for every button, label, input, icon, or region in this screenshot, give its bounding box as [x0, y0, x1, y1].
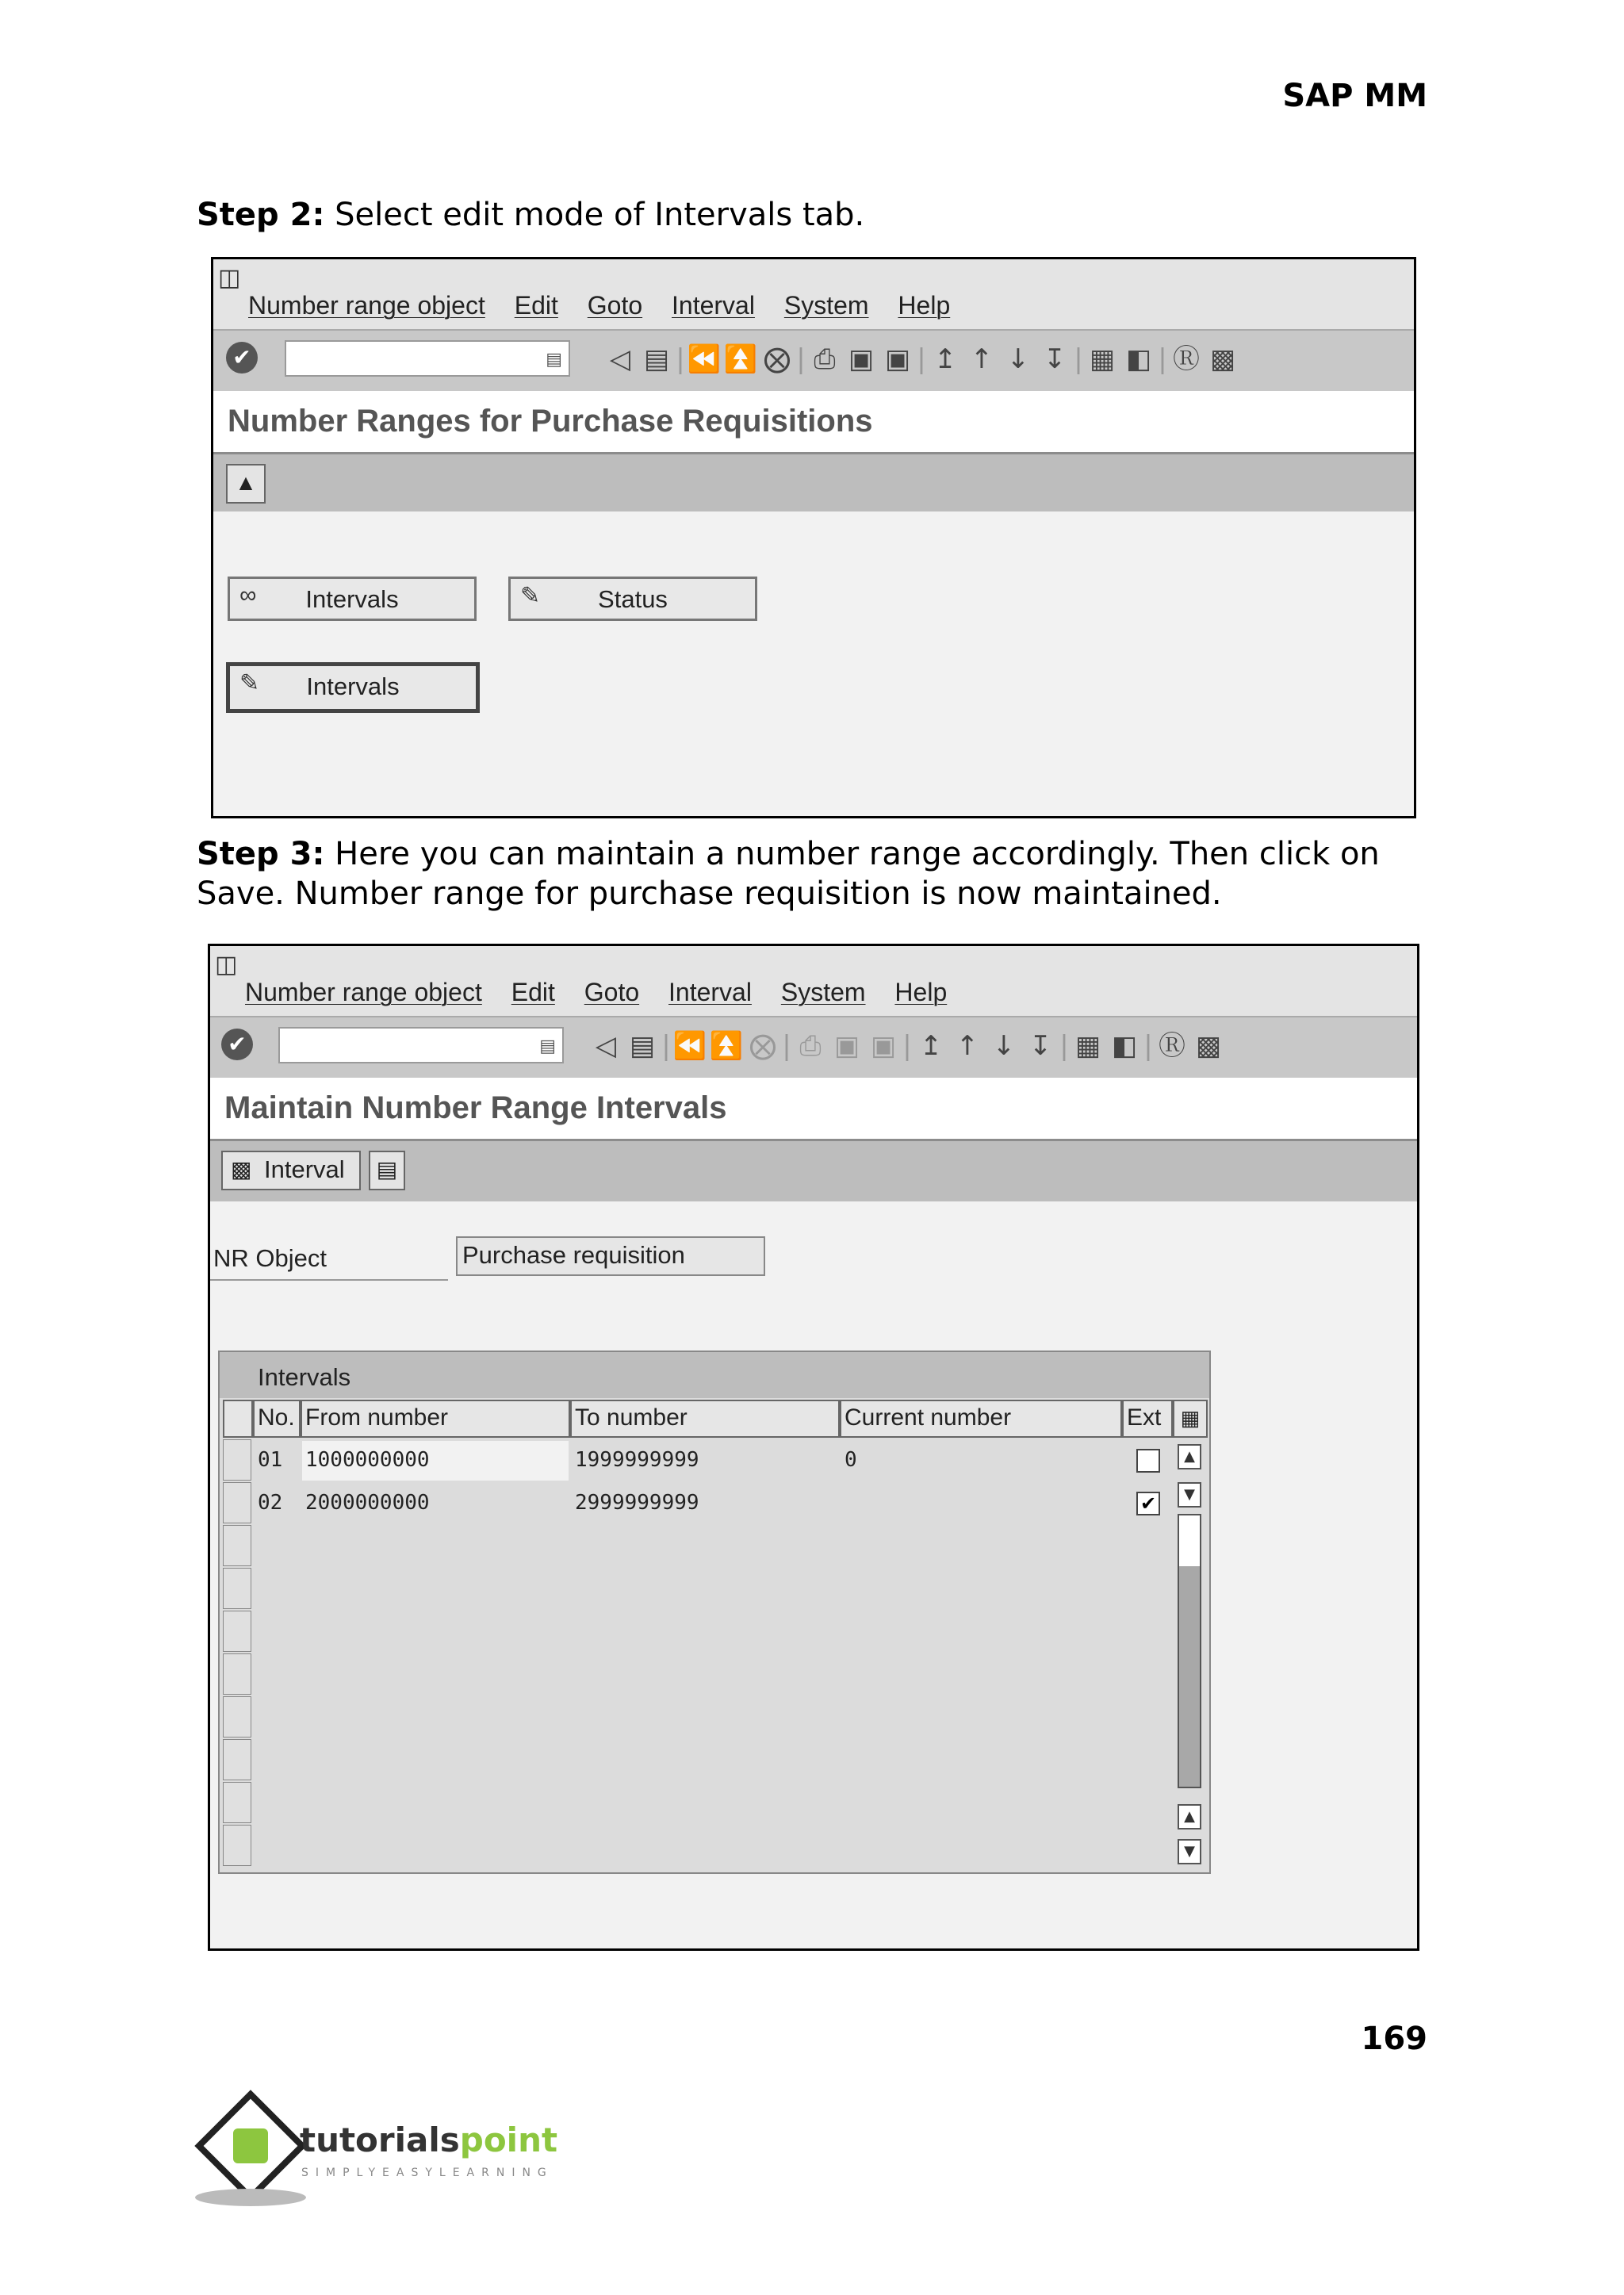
row-selector[interactable] [223, 1696, 251, 1738]
row-selector[interactable] [223, 1739, 251, 1780]
exit-icon[interactable]: ⏫ [723, 343, 758, 375]
scroll-down-icon[interactable]: ▼ [1178, 1839, 1201, 1864]
screen-title: Number Ranges for Purchase Requisitions [228, 404, 873, 439]
command-field[interactable] [278, 1027, 564, 1063]
scroll-up-icon[interactable]: ▲ [1178, 1804, 1201, 1829]
separator: | [917, 343, 926, 375]
menu-edit[interactable]: Edit [511, 978, 555, 1006]
next-page-icon[interactable]: ↓ [1006, 343, 1030, 375]
help-icon[interactable]: Ⓡ [1159, 1030, 1185, 1062]
step-3-text: Here you can maintain a number range accordingly. Then click on Save. Number range for purchase requisition is now maintained. [197, 836, 1380, 912]
previous-page-icon[interactable]: ↑ [956, 1030, 979, 1062]
first-page-icon[interactable]: ↥ [919, 1030, 943, 1062]
step-2-label: Step 2: [197, 197, 325, 233]
save-icon[interactable]: ▤ [643, 343, 670, 375]
cancel-icon[interactable]: ⨂ [764, 343, 791, 375]
scrollbar-thumb[interactable] [1179, 1515, 1200, 1566]
help-icon[interactable]: Ⓡ [1173, 343, 1200, 375]
row-selector[interactable] [223, 1482, 251, 1523]
separator: | [1059, 1030, 1069, 1062]
standard-toolbar [210, 1016, 1417, 1082]
print-icon[interactable]: ⎙ [814, 343, 836, 375]
menu-bar [213, 259, 1414, 329]
menu-interval[interactable]: Interval [672, 291, 755, 320]
screen-title: Maintain Number Range Intervals [224, 1090, 727, 1125]
separator: | [782, 1030, 791, 1062]
logo-shadow [195, 2189, 306, 2206]
intervals-display-label: Intervals [305, 585, 399, 613]
step-3-instruction [197, 834, 1434, 914]
layout-menu-icon[interactable]: ▩ [1209, 343, 1236, 375]
row-1-no: 01 [258, 1448, 283, 1472]
new-session-icon[interactable]: ▦ [1089, 343, 1116, 375]
table-settings-icon[interactable]: ▦ [1173, 1400, 1208, 1438]
menu-system[interactable]: System [780, 978, 866, 1006]
menu-goto[interactable]: Goto [584, 978, 640, 1006]
step-2-text: Select edit mode of Intervals tab. [324, 197, 865, 233]
row-selector[interactable] [223, 1825, 251, 1866]
system-menu-icon[interactable]: ◫ [215, 951, 238, 979]
status-label: Status [598, 585, 668, 613]
row-1-to-number[interactable]: 1999999999 [575, 1448, 699, 1472]
separator: | [676, 343, 685, 375]
step-2-instruction [197, 195, 1434, 235]
nr-object-label: NR Object [213, 1244, 327, 1272]
column-header-to-number[interactable]: To number [570, 1400, 840, 1438]
row-2-to-number[interactable]: 2999999999 [575, 1491, 699, 1515]
last-page-icon[interactable]: ↧ [1043, 343, 1067, 375]
column-header-ext[interactable]: Ext [1122, 1400, 1173, 1438]
exit-icon[interactable]: ⏫ [709, 1030, 744, 1062]
document-header: SAP MM [1282, 78, 1427, 114]
shortcut-icon[interactable]: ◧ [1111, 1030, 1138, 1062]
row-1-ext-checkbox[interactable] [1136, 1449, 1160, 1473]
cancel-icon[interactable]: ⨂ [749, 1030, 776, 1062]
separator: | [796, 343, 806, 375]
nr-object-field: Purchase requisition [456, 1236, 765, 1276]
find-next-icon[interactable]: ▣ [870, 1030, 897, 1062]
command-field[interactable] [285, 340, 570, 377]
sap-window-number-ranges [211, 257, 1416, 818]
row-1-from-number[interactable]: 1000000000 [305, 1448, 430, 1472]
menu-edit[interactable]: Edit [514, 291, 558, 320]
find-icon[interactable]: ▣ [848, 343, 875, 375]
row-selector[interactable] [223, 1439, 251, 1481]
back-icon[interactable]: ⏪ [672, 1030, 707, 1062]
scroll-down-icon[interactable]: ▼ [1178, 1482, 1201, 1508]
print-icon[interactable]: ⎙ [799, 1030, 822, 1062]
menu-number-range-object[interactable]: Number range object [248, 291, 485, 320]
menu-help[interactable]: Help [894, 978, 948, 1006]
separator: | [1143, 1030, 1153, 1062]
pencil-icon: ✎ [239, 670, 260, 696]
row-selector[interactable] [223, 1611, 251, 1652]
menu-interval[interactable]: Interval [668, 978, 752, 1006]
menu-number-range-object[interactable]: Number range object [245, 978, 482, 1006]
intervals-table [218, 1351, 1211, 1874]
row-2-no: 02 [258, 1491, 283, 1515]
column-header-from-number[interactable]: From number [301, 1400, 570, 1438]
command-dropdown-icon[interactable]: ▤ [539, 1036, 556, 1056]
command-dropdown-icon[interactable]: ▤ [546, 350, 562, 370]
interval-button[interactable] [221, 1151, 361, 1190]
column-header-current-number[interactable]: Current number [840, 1400, 1122, 1438]
row-selector[interactable] [223, 1653, 251, 1695]
row-2-from-number[interactable]: 2000000000 [305, 1491, 430, 1515]
separator: | [1158, 343, 1167, 375]
menu-help[interactable]: Help [898, 291, 951, 320]
back-arrow-icon[interactable]: ◁ [609, 343, 631, 375]
page-number: 169 [1361, 2021, 1427, 2057]
separator: | [1074, 343, 1083, 375]
tutorialspoint-logo [195, 2094, 568, 2213]
standard-toolbar [213, 329, 1414, 395]
column-header-no[interactable]: No. [253, 1400, 301, 1438]
back-icon[interactable]: ⏪ [687, 343, 722, 375]
previous-page-icon[interactable]: ↑ [970, 343, 994, 375]
scroll-up-icon[interactable]: ▲ [1178, 1444, 1201, 1469]
table-caption-bar [220, 1352, 1209, 1398]
menu-bar [210, 946, 1417, 1016]
table-caption: Intervals [258, 1363, 351, 1391]
row-selector[interactable] [223, 1525, 251, 1566]
logo-tagline: SIMPLYEASYLEARNING [301, 2167, 553, 2179]
last-page-icon[interactable]: ↧ [1028, 1030, 1052, 1062]
label-underline [210, 1279, 448, 1281]
logo-wordmark: tutorialspoint [300, 2121, 558, 2159]
screen-title-bar [210, 1078, 1417, 1141]
find-next-icon[interactable]: ▣ [884, 343, 911, 375]
row-1-current-number[interactable]: 0 [845, 1448, 857, 1472]
layout-menu-icon[interactable]: ▩ [1195, 1030, 1222, 1062]
glasses-icon: ∞ [239, 582, 257, 608]
new-session-icon[interactable]: ▦ [1074, 1030, 1101, 1062]
application-toolbar [213, 454, 1414, 511]
back-arrow-icon[interactable]: ◁ [595, 1030, 617, 1062]
enter-check-icon[interactable]: ✔ [226, 342, 258, 374]
menu-goto[interactable]: Goto [587, 291, 643, 320]
step-3-label: Step 3: [197, 836, 325, 872]
first-page-icon[interactable]: ↥ [933, 343, 957, 375]
sap-window-maintain-intervals [208, 944, 1419, 1951]
menu-system[interactable]: System [783, 291, 869, 320]
intervals-display-button[interactable] [228, 577, 477, 621]
row-selector[interactable] [223, 1568, 251, 1609]
separator: | [902, 1030, 912, 1062]
delete-interval-icon[interactable]: ▤ [369, 1151, 405, 1190]
intervals-change-button[interactable] [226, 662, 480, 713]
save-icon[interactable]: ▤ [629, 1030, 656, 1062]
shortcut-icon[interactable]: ◧ [1125, 343, 1152, 375]
system-menu-icon[interactable]: ◫ [218, 264, 241, 292]
interval-button-label: Interval [264, 1155, 345, 1183]
row-2-ext-checkbox[interactable]: ✔ [1136, 1492, 1160, 1515]
select-all-header[interactable] [223, 1400, 253, 1438]
intervals-change-label: Intervals [306, 672, 400, 700]
image-icon[interactable]: ▲ [226, 464, 266, 504]
next-page-icon[interactable]: ↓ [992, 1030, 1016, 1062]
application-toolbar [210, 1141, 1417, 1201]
find-icon[interactable]: ▣ [833, 1030, 860, 1062]
status-button[interactable] [508, 577, 757, 621]
separator: | [661, 1030, 671, 1062]
interval-insert-icon: ▩ [231, 1157, 252, 1182]
screen-title-bar [213, 391, 1414, 454]
logo-book-icon [233, 2128, 268, 2163]
row-selector[interactable] [223, 1782, 251, 1823]
pencil-icon: ✎ [520, 583, 541, 609]
enter-check-icon[interactable]: ✔ [221, 1029, 253, 1060]
